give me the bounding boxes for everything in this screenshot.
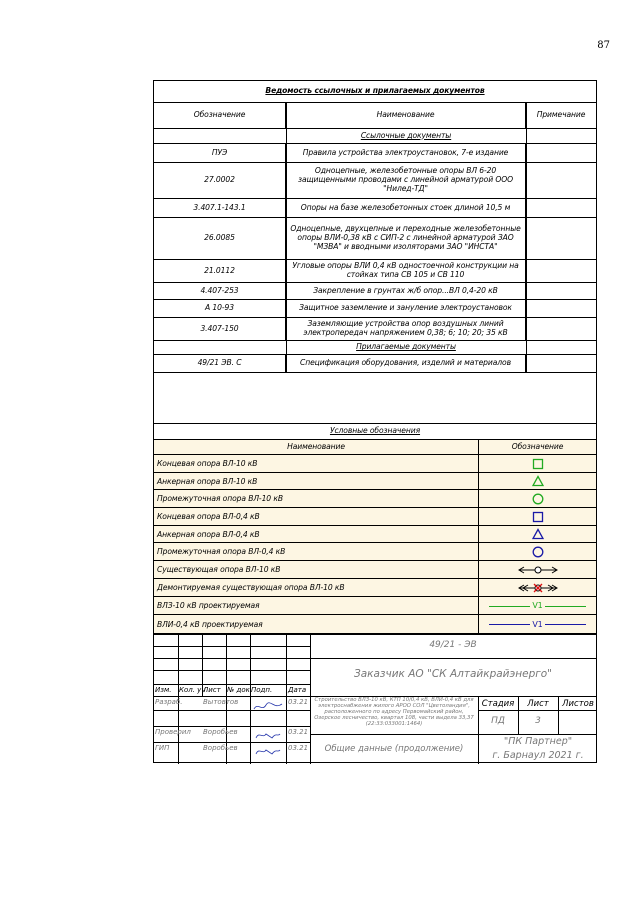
legend-item-name: Промежуточная опора ВЛ-0,4 кВ <box>157 547 286 556</box>
org-city: г. Барнаул 2021 г. <box>492 750 584 761</box>
section-ref-row <box>154 129 596 144</box>
table-row <box>154 163 596 199</box>
list-item <box>154 543 596 561</box>
table-row <box>154 300 596 318</box>
col-header-list: Лист <box>203 686 221 694</box>
table-row <box>154 218 596 260</box>
list-item <box>154 615 596 634</box>
list-item <box>154 508 596 526</box>
existing-pole-icon <box>478 561 596 578</box>
col-divider <box>286 103 287 373</box>
legend-item-name: Концевая опора ВЛ-10 кВ <box>157 459 258 468</box>
legend-item-name: Демонтируемая существующая опора ВЛ-10 кВ <box>157 583 345 592</box>
document-sheet <box>153 80 597 763</box>
title-block <box>154 634 596 762</box>
ref-code: А 10-93 <box>154 300 286 317</box>
legend-item-name: ВЛЗ-10 кВ проектируемая <box>157 601 260 610</box>
project-description: Строительство ВЛЗ-10 кВ, КТП 10/0,4 кВ, ВЛИ-0,4 кВ для электроснабжения жилого АРОО СОЛ "Цветоландия", расположенного по адресу Первомайский район, Озерское лесничество, квартал 108, части выдела 33,37 (22:33:033001:1464) <box>314 697 474 728</box>
ref-code: 3.407-150 <box>154 318 286 340</box>
att-name: Спецификация оборудования, изделий и материалов <box>286 355 526 372</box>
section-ref-title: Ссылочные документы <box>360 130 452 140</box>
org-name: "ПК Партнер" <box>503 736 573 747</box>
page-title: Ведомость ссылочных и прилагаемых документов <box>265 86 485 96</box>
header-designation: Обозначение <box>154 103 286 128</box>
list-item <box>154 455 596 473</box>
col-header-doc: № док. <box>227 686 253 694</box>
ref-code: 27.0002 <box>154 163 286 198</box>
header-row <box>154 103 596 129</box>
legend-item-name: ВЛИ-0,4 кВ проектируемая <box>157 619 263 629</box>
sheet-label: Лист <box>527 699 549 709</box>
ref-code: 21.0112 <box>154 260 286 282</box>
table-row <box>154 318 596 341</box>
legend-header-name: Наименование <box>287 441 345 451</box>
line-label: V1 <box>532 601 543 610</box>
ref-name: Заземляющие устройства опор воздушных линий электропередач напряжением 0,38; 6; 10; 20; 35 кВ <box>286 318 526 340</box>
sheets-label: Листов <box>562 699 594 709</box>
green-square-icon <box>478 455 596 472</box>
ref-name: Угловые опоры ВЛИ 0,4 кВ одностоечной конструкции на стойках типа СВ 105 и СВ 110 <box>286 260 526 282</box>
table-row <box>154 144 596 163</box>
staff-role: Проверил <box>155 728 191 736</box>
ref-name: Опоры на базе железобетонных стоек длиной 10,5 м <box>286 199 526 217</box>
legend-title: Условные обозначения <box>329 426 421 436</box>
ref-name: Закрепление в грунтах ж/б опор...ВЛ 0,4-20 кВ <box>286 283 526 299</box>
green-line-icon <box>478 597 596 614</box>
staff-date: 03.21 <box>288 698 309 706</box>
green-circle-icon <box>478 490 596 507</box>
att-code: 49/21 ЭВ. С <box>154 355 286 372</box>
legend-title-row <box>154 424 596 440</box>
empty-space <box>154 373 596 424</box>
legend-item-name: Существующая опора ВЛ-10 кВ <box>157 565 281 574</box>
table-row <box>154 260 596 283</box>
list-item <box>154 597 596 615</box>
legend-item-name: Промежуточная опора ВЛ-10 кВ <box>157 494 283 503</box>
ref-name: Одноцепные, двухцепные и переходные железобетонные опоры ВЛИ-0,38 кВ с СИП-2 с линейной арматурой ЗАО "МЗВА" и вводными изоляторами ЗАО "ИНСТА" <box>286 218 526 259</box>
section-att-row <box>154 341 596 355</box>
table-row <box>154 199 596 218</box>
header-note: Примечание <box>536 110 586 120</box>
col-header-sign: Подп. <box>251 686 273 694</box>
blue-triangle-icon <box>478 526 596 542</box>
sheet-title: Общие данные (продолжение) <box>324 744 464 754</box>
legend-item-name: Анкерная опора ВЛ-10 кВ <box>157 476 258 486</box>
staff-date: 03.21 <box>288 728 309 736</box>
ref-name: Правила устройства электроустановок, 7-е издание <box>286 144 526 162</box>
staff-name: Воробьев <box>203 744 238 752</box>
stage-label: Стадия <box>481 699 515 709</box>
legend-item-name: Анкерная опора ВЛ-0,4 кВ <box>157 529 260 539</box>
ref-name: Защитное заземление и зануление электроустановок <box>286 300 526 317</box>
table-row <box>154 283 596 300</box>
list-item <box>154 490 596 508</box>
ref-code: 3.407.1-143.1 <box>154 199 286 217</box>
stage-value: ПД <box>491 716 505 726</box>
col-header-date: Дата <box>288 686 307 694</box>
legend-item-name: Концевая опора ВЛ-0,4 кВ <box>157 512 260 521</box>
col-divider <box>526 103 527 373</box>
legend-header-row <box>154 440 596 455</box>
ref-name: Одноцепные, железобетонные опоры ВЛ 6-20 защищенными проводами с линейной арматурой ООО "Нилед-ТД" <box>286 163 526 198</box>
staff-role: ГИП <box>155 744 170 752</box>
table-row <box>154 355 596 373</box>
line-label: V1 <box>532 619 543 629</box>
customer: Заказчик АО "СК Алтайкрайэнерго" <box>353 668 553 680</box>
sheet-value: 3 <box>535 716 541 726</box>
dismantled-pole-icon <box>478 579 596 596</box>
staff-name: Вытовтов <box>203 698 239 706</box>
page-number: 87 <box>597 40 610 51</box>
ref-code: ПУЭ <box>154 144 286 162</box>
col-header-kol: Кол. уч <box>179 686 206 694</box>
signature <box>254 742 282 761</box>
list-item <box>154 561 596 579</box>
signature <box>252 698 284 717</box>
list-item <box>154 579 596 597</box>
doc-code: 49/21 - ЭВ <box>429 640 477 650</box>
blue-line-icon <box>478 615 596 633</box>
legend-header-symbol: Обозначение <box>478 440 596 454</box>
blue-square-icon <box>478 508 596 525</box>
staff-role: Разраб. <box>155 698 183 706</box>
ref-code: 4.407-253 <box>154 283 286 299</box>
green-triangle-icon <box>478 473 596 489</box>
header-name: Наименование <box>286 103 526 128</box>
list-item <box>154 473 596 490</box>
blue-circle-icon <box>478 543 596 560</box>
staff-date: 03.21 <box>288 744 309 752</box>
title-row <box>154 81 596 103</box>
ref-code: 26.0085 <box>154 218 286 259</box>
section-att-title: Прилагаемые документы <box>356 342 456 352</box>
staff-name: Воробьев <box>203 728 238 736</box>
list-item <box>154 526 596 543</box>
col-header-izm: Изм. <box>155 686 172 694</box>
